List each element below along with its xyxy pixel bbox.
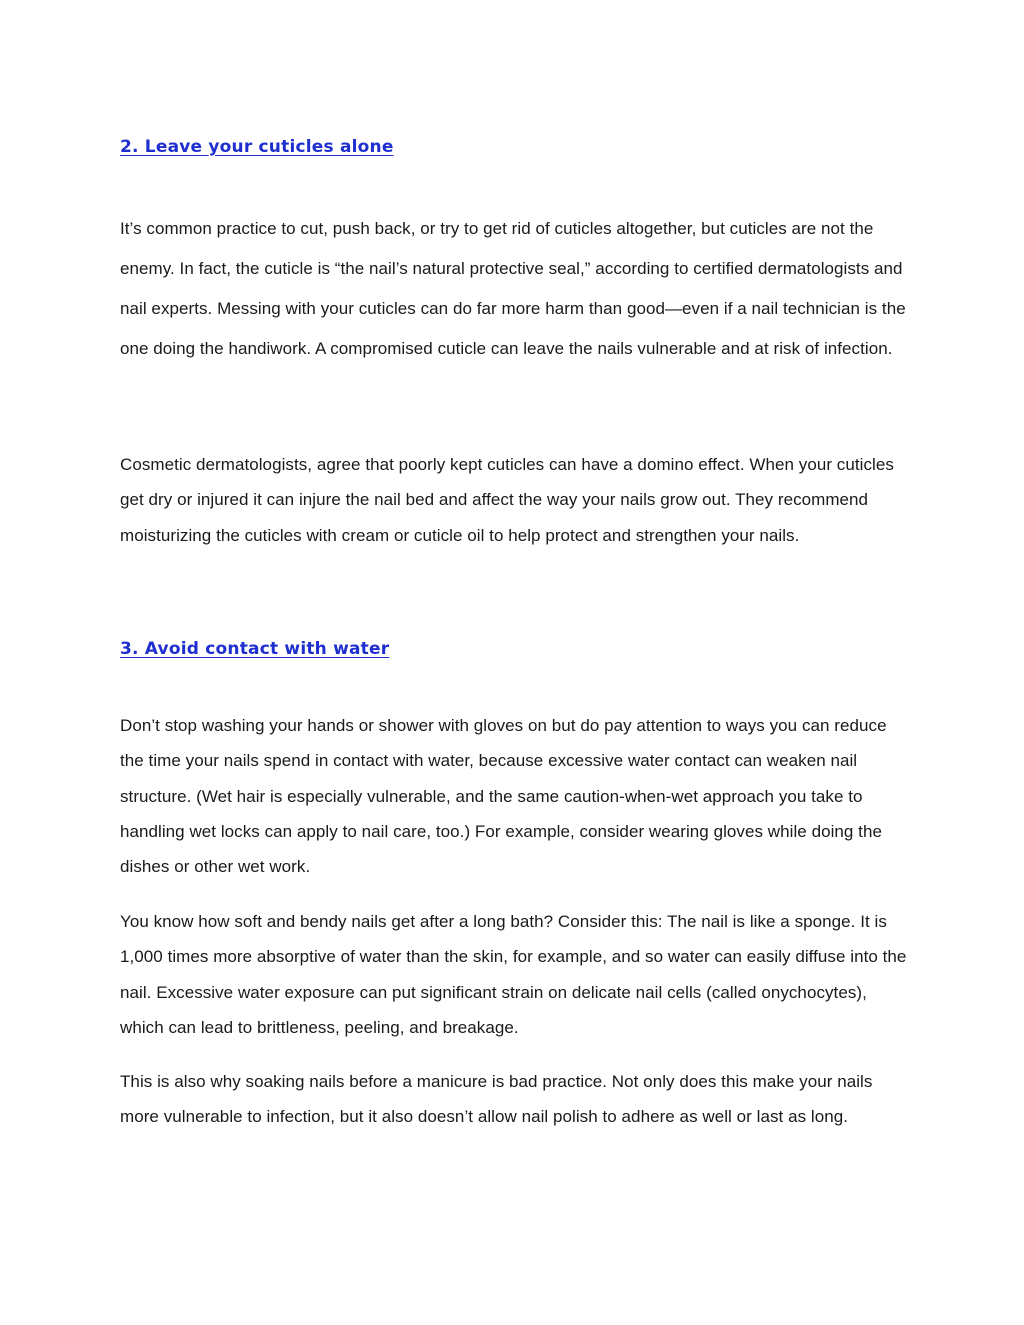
section-heading-cuticles[interactable]: 2. Leave your cuticles alone (120, 137, 394, 157)
paragraph-water-2: You know how soft and bendy nails get after a long bath? Consider this: The nail is like a sponge. It is 1,000 times more absorptive of water than the skin, for example, and so water can easily diffuse into the nail. Excessive water exposure can put significant strain on delicate nail cells (called onychocytes), which can lead to brittleness, peeling, and breakage. (120, 912, 907, 1037)
section-heading-water[interactable]: 3. Avoid contact with water (120, 639, 390, 659)
paragraph-water-1: Don’t stop washing your hands or shower with gloves on but do pay attention to ways you can reduce the time your nails spend in contact with water, because excessive water contact can weaken nail structure. (Wet hair is especially vulnerable, and the same caution-when-wet approach you take to handling wet locks can apply to nail care, too.) For example, consider wearing gloves while doing the dishes or other wet work. (120, 716, 887, 877)
paragraph-cuticles-2: Cosmetic dermatologists, agree that poorly kept cuticles can have a domino effect. When your cuticles get dry or injured it can injure the nail bed and affect the way your nails grow out. They recommend moisturizing the cuticles with cream or cuticle oil to help protect and strengthen your nails. (120, 455, 894, 545)
paragraph-water-3: This is also why soaking nails before a manicure is bad practice. Not only does this make your nails more vulnerable to infection, but it also doesn’t allow nail polish to adhere as well or last as long. (120, 1072, 873, 1127)
paragraph-cuticles-1: It’s common practice to cut, push back, or try to get rid of cuticles altogether, but cuticles are not the enemy. In fact, the cuticle is “the nail’s natural protective seal,” according to certified dermatologists and nail experts. Messing with your cuticles can do far more harm than good—even if a nail technician is the one doing the handiwork. A compromised cuticle can leave the nails vulnerable and at risk of infection. (120, 219, 906, 358)
